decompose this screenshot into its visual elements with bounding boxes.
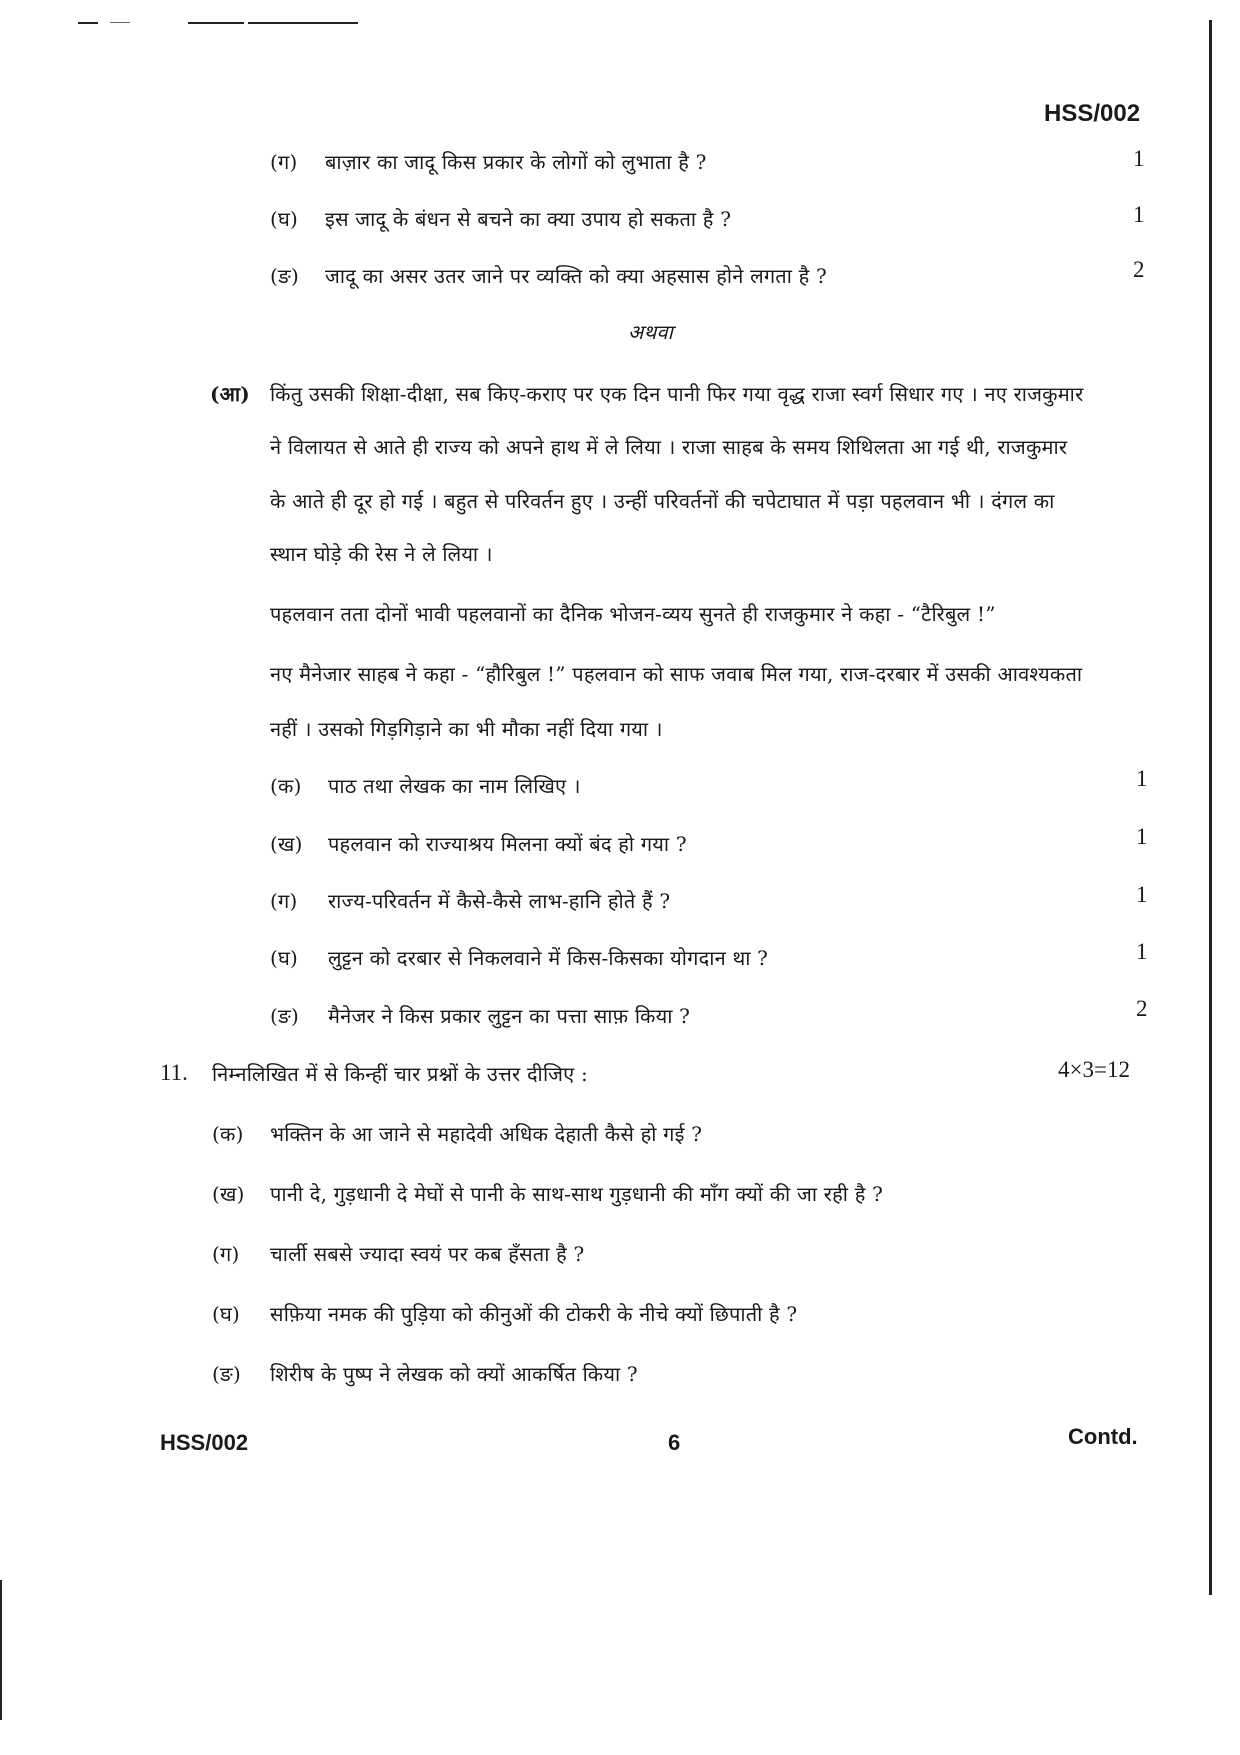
question-label: (ङ) xyxy=(270,264,299,288)
sub-question-label: (ङ) xyxy=(212,1362,241,1386)
footer-code: HSS/002 xyxy=(160,1430,249,1455)
scan-edge-right xyxy=(1209,20,1212,1595)
question-instruction: निम्नलिखित में से किन्हीं चार प्रश्नों के उत्तर दीजिए : xyxy=(212,1062,588,1086)
passage-line: पहलवान तता दोनों भावी पहलवानों का दैनिक भोजन-व्यय सुनते ही राजकुमार ने कहा - “टैरिबुल !” xyxy=(270,602,996,626)
sub-question-text: भक्तिन के आ जाने से महादेवी अधिक देहाती कैसे हो गई ? xyxy=(270,1122,703,1146)
question-label: (घ) xyxy=(270,946,299,970)
sub-question-text: पानी दे, गुड़धानी दे मेघों से पानी के साथ-साथ गुड़धानी की माँग क्यों की जा रही है ? xyxy=(270,1182,884,1206)
question-label: (ग) xyxy=(270,889,298,913)
question-marks: 1 xyxy=(1136,882,1148,907)
question-marks: 4×3=12 xyxy=(1058,1057,1130,1082)
question-text: मैनेजर ने किस प्रकार लुट्टन का पत्ता साफ़ किया ? xyxy=(328,1004,691,1028)
sub-question-text: सफ़िया नमक की पुड़िया को कीनुओं की टोकरी के नीचे क्यों छिपाती है ? xyxy=(270,1302,798,1326)
question-marks: 2 xyxy=(1136,996,1148,1021)
scan-mark-top-left-2 xyxy=(110,22,130,23)
passage-line: नए मैनेजार साहब ने कहा - “हौरिबुल !” पहलवान को साफ जवाब मिल गया, राज-दरबार में उसकी आवश्यकता xyxy=(270,662,1083,686)
passage-line: स्थान घोड़े की रेस ने ले लिया । xyxy=(270,542,493,566)
question-number: 11. xyxy=(160,1060,188,1085)
header-code: HSS/002 xyxy=(1044,100,1141,127)
question-text: पहलवान को राज्याश्रय मिलना क्यों बंद हो गया ? xyxy=(328,832,687,856)
part-aa-label: (आ) xyxy=(210,382,250,406)
question-text: लुट्टन को दरबार से निकलवाने में किस-किसका योगदान था ? xyxy=(328,946,769,970)
question-marks: 1 xyxy=(1133,202,1145,227)
continued-label: Contd. xyxy=(1068,1424,1138,1449)
sub-question-label: (ख) xyxy=(212,1182,245,1206)
question-marks: 1 xyxy=(1136,939,1148,964)
passage-line: किंतु उसकी शिक्षा-दीक्षा, सब किए-कराए पर एक दिन पानी फिर गया वृद्ध राजा स्वर्ग सिधार गए । नए राजकुमार xyxy=(270,382,1084,406)
sub-question-text: शिरीष के पुष्प ने लेखक को क्यों आकर्षित किया ? xyxy=(270,1362,638,1386)
sub-question-label: (घ) xyxy=(212,1302,241,1326)
question-label: (ङ) xyxy=(270,1004,299,1028)
sub-question-label: (ग) xyxy=(212,1242,240,1266)
question-text: इस जादू के बंधन से बचने का क्या उपाय हो सकता है ? xyxy=(325,207,732,231)
question-label: (क) xyxy=(270,774,302,798)
question-text: राज्य-परिवर्तन में कैसे-कैसे लाभ-हानि होते हैं ? xyxy=(328,889,671,913)
question-marks: 1 xyxy=(1133,146,1145,171)
question-marks: 2 xyxy=(1133,257,1145,282)
scan-rule-top-2 xyxy=(248,22,358,24)
or-separator: अथवा xyxy=(628,320,673,344)
sub-question-text: चार्ली सबसे ज्यादा स्वयं पर कब हँसता है ? xyxy=(270,1242,585,1266)
question-marks: 1 xyxy=(1136,824,1148,849)
page-number: 6 xyxy=(668,1430,681,1455)
question-label: (ख) xyxy=(270,832,303,856)
question-text: जादू का असर उतर जाने पर व्यक्ति को क्या अहसास होने लगता है ? xyxy=(325,264,827,288)
question-label: (ग) xyxy=(270,150,298,174)
question-text: बाज़ार का जादू किस प्रकार के लोगों को लुभाता है ? xyxy=(325,150,707,174)
scan-edge-left xyxy=(0,1580,2,1720)
scan-rule-top-1 xyxy=(188,22,244,24)
sub-question-label: (क) xyxy=(212,1122,244,1146)
passage-line: के आते ही दूर हो गई । बहुत से परिवर्तन हुए । उन्हीं परिवर्तनों की चपेटाघात में पड़ा पहलवान भी । दंगल का xyxy=(270,489,1055,513)
question-marks: 1 xyxy=(1136,766,1148,791)
passage-line: ने विलायत से आते ही राज्य को अपने हाथ में ले लिया । राजा साहब के समय शिथिलता आ गई थी, राजकुमार xyxy=(270,435,1068,459)
question-label: (घ) xyxy=(270,207,299,231)
question-text: पाठ तथा लेखक का नाम लिखिए । xyxy=(328,774,581,798)
scan-mark-top-left-1 xyxy=(78,22,98,24)
passage-line: नहीं । उसको गिड़गिड़ाने का भी मौका नहीं दिया गया । xyxy=(270,717,663,741)
